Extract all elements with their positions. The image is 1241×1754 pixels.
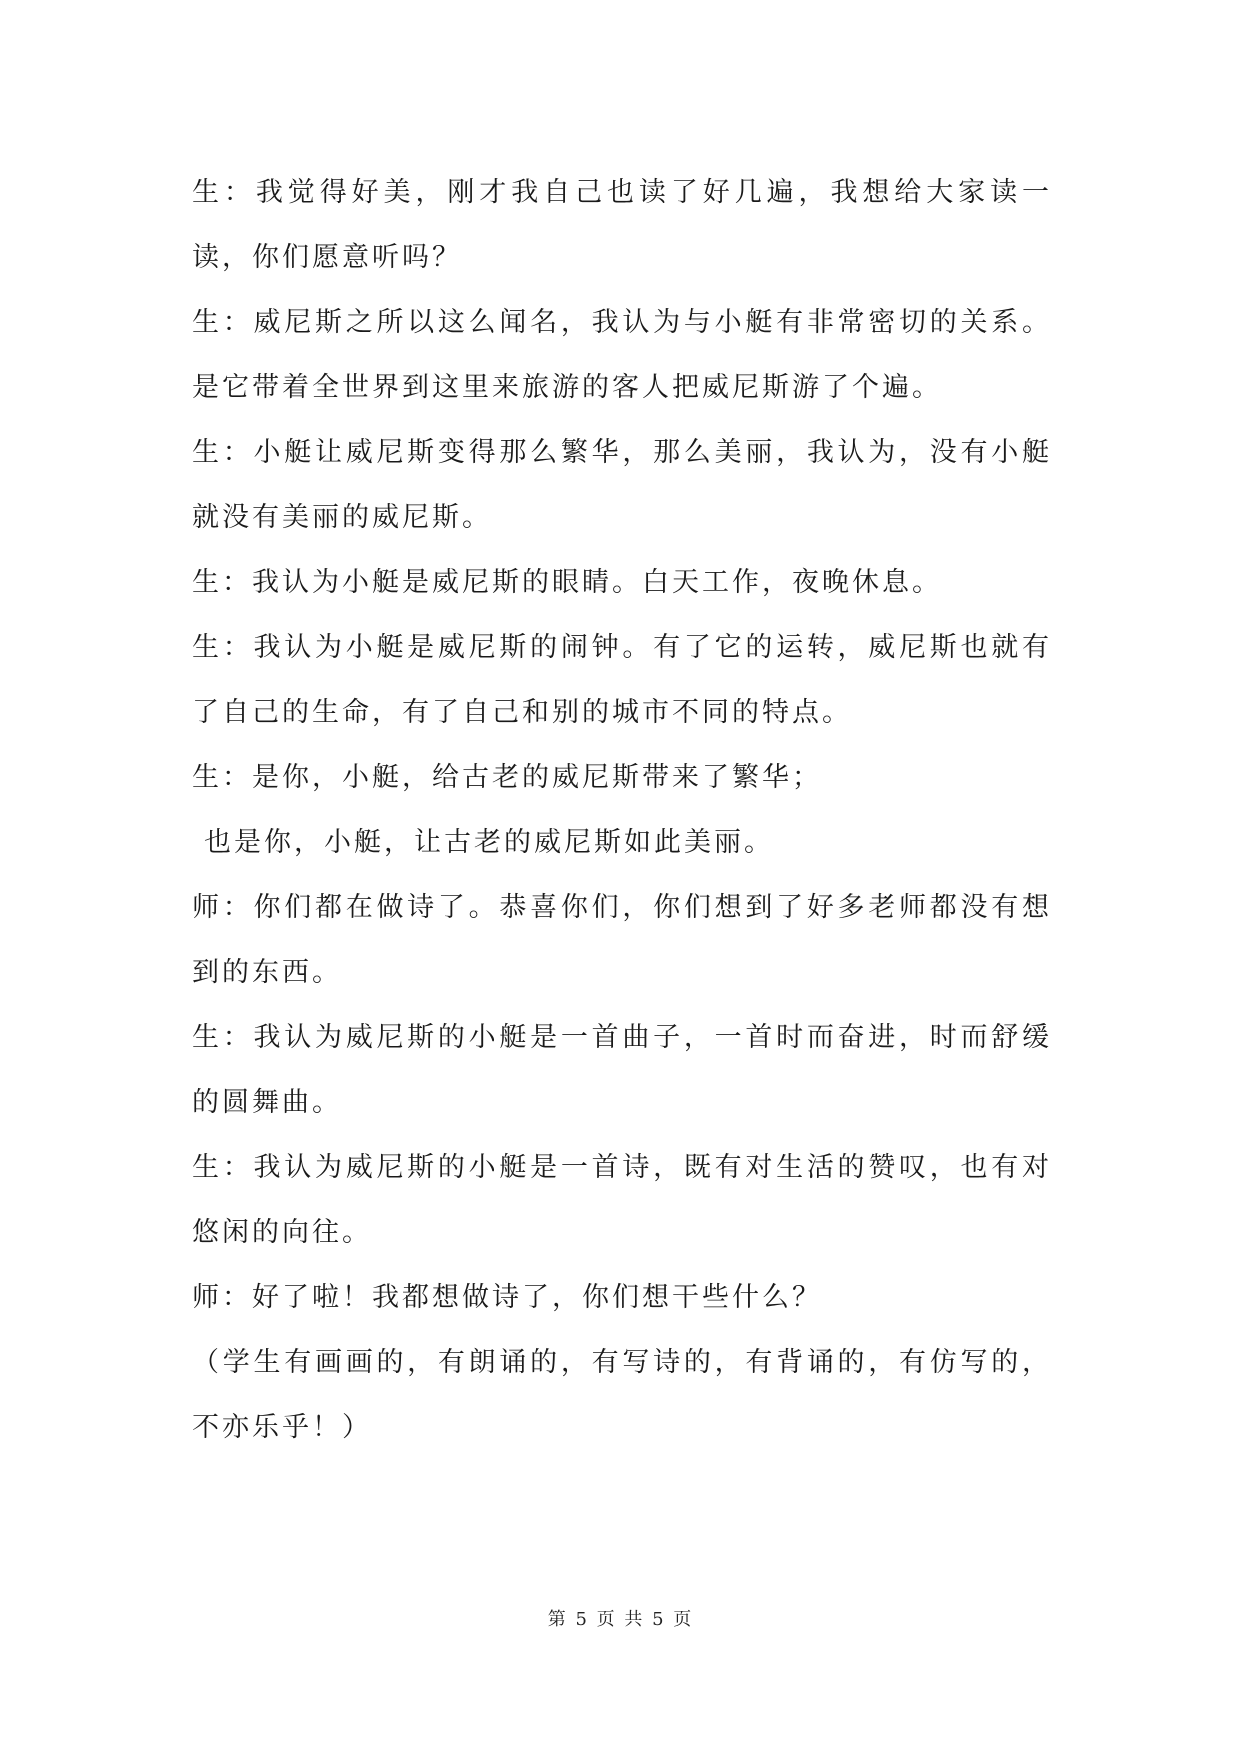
paragraph: 生：我认为威尼斯的小艇是一首诗，既有对生活的赞叹，也有对悠闲的向往。 <box>192 1152 1052 1248</box>
document-body <box>192 160 1052 1460</box>
paragraph: 生：我认为威尼斯的小艇是一首曲子，一首时而奋进，时而舒缓的圆舞曲。 <box>192 1022 1052 1118</box>
paragraph: 师：好了啦！我都想做诗了，你们想干些什么？ <box>192 1282 822 1313</box>
paragraph: 师：你们都在做诗了。恭喜你们，你们想到了好多老师都没有想到的东西。 <box>192 892 1052 988</box>
paragraph: 生：威尼斯之所以这么闻名，我认为与小艇有非常密切的关系。是它带着全世界到这里来旅游的客人把威尼斯游了个遍。 <box>192 307 1052 403</box>
paragraph: 生：我认为小艇是威尼斯的闹钟。有了它的运转，威尼斯也就有了自己的生命，有了自己和别的城市不同的特点。 <box>192 632 1052 728</box>
paragraph: 生：我认为小艇是威尼斯的眼睛。白天工作，夜晚休息。 <box>192 567 942 598</box>
paragraph: 生：小艇让威尼斯变得那么繁华，那么美丽，我认为，没有小艇就没有美丽的威尼斯。 <box>192 437 1052 533</box>
paragraph: 生：我觉得好美，刚才我自己也读了好几遍，我想给大家读一读，你们愿意听吗？ <box>192 177 1052 273</box>
paragraph: 也是你，小艇，让古老的威尼斯如此美丽。 <box>204 827 774 858</box>
page-number-footer: 第 5 页 共 5 页 <box>547 1609 694 1630</box>
paragraph: 生：是你，小艇，给古老的威尼斯带来了繁华； <box>192 762 822 793</box>
paragraph: （学生有画画的，有朗诵的，有写诗的，有背诵的，有仿写的，不亦乐乎！） <box>192 1347 1052 1443</box>
